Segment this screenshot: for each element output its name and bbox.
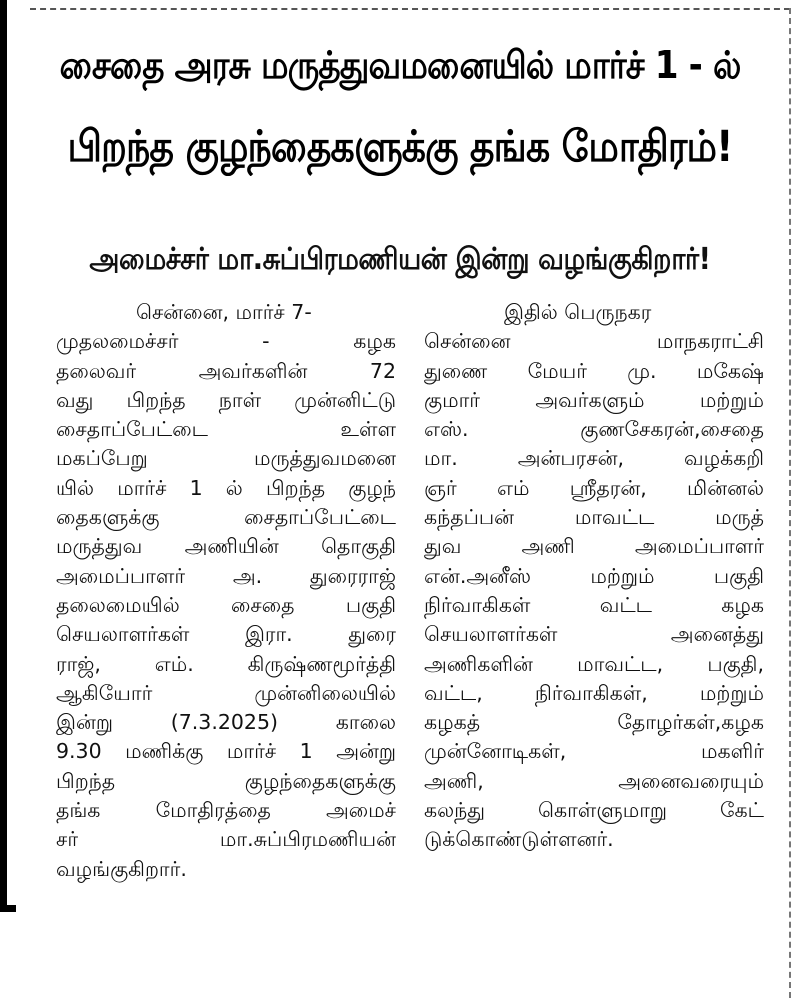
article-line: செயலாளர்கள் இரா. துரை <box>56 622 396 647</box>
article-line: வட்ட, நிர்வாகிகள், மற்றும் <box>424 680 764 705</box>
column-frame-left <box>0 0 7 912</box>
clipping-border-right <box>789 8 791 998</box>
article-line: என்.அனீஸ் மற்றும் பகுதி <box>424 563 764 588</box>
column-frame-bottom <box>0 905 16 912</box>
article-line: எஸ். குணசேகரன்,சைதை <box>424 417 764 442</box>
article-line: வது பிறந்த நாள் முன்னிட்டு <box>56 387 396 412</box>
article-line: அணிகளின் மாவட்ட, பகுதி, <box>424 651 764 676</box>
article-line: தைகளுக்கு சைதாப்பேட்டை <box>56 505 396 530</box>
article-column-left <box>56 298 396 884</box>
headline-line-2: பிறந்த குழந்தைகளுக்கு தங்க மோதிரம்! <box>67 122 733 172</box>
article-line: சென்னை மாநகராட்சி <box>424 329 764 354</box>
article-line: டுக்கொண்டுள்ளனர். <box>424 827 614 852</box>
article-line: தங்க மோதிரத்தை அமைச் <box>56 798 396 823</box>
article-line: துணை மேயர் மு. மகேஷ் <box>424 358 764 383</box>
article-line: மருத்துவ அணியின் தொகுதி <box>56 534 396 559</box>
article-line: சைதாப்பேட்டை உள்ள <box>56 417 396 442</box>
article-line: இன்று (7.3.2025) காலை <box>56 710 396 735</box>
article-line: யில் மார்ச் 1 ல் பிறந்த குழந் <box>56 475 396 500</box>
article-line: ஞர் எம் ஸ்ரீதரன், மின்னல் <box>424 475 764 500</box>
article-line: தலைமையில் சைதை பகுதி <box>56 592 396 617</box>
article-line: 9.30 மணிக்கு மார்ச் 1 அன்று <box>56 739 396 764</box>
article-line: துவ அணி அமைப்பாளர் <box>424 534 764 559</box>
article-line: தலைவர் அவர்களின் 72 <box>56 358 396 383</box>
article-line: அமைப்பாளர் அ. துரைராஜ் <box>56 563 396 588</box>
article-line: சர் மா.சுப்பிரமணியன் <box>56 827 396 852</box>
article-line: செயலாளர்கள் அனைத்து <box>424 622 764 647</box>
article-line: ஆகியோர் முன்னிலையில் <box>56 680 396 705</box>
article-line: வழங்குகிறார். <box>56 856 187 881</box>
article-line: குமார் அவர்களும் மற்றும் <box>424 387 764 412</box>
subheadline: அமைச்சர் மா.சுப்பிரமணியன் இன்று வழங்குகிறார்! <box>89 242 711 277</box>
article-line: பிறந்த குழந்தைகளுக்கு <box>56 768 396 793</box>
article-line: கந்தப்பன் மாவட்ட மருத் <box>424 505 764 530</box>
article-line: முதலமைச்சர் - கழக <box>56 329 396 354</box>
article-line: மா. அன்பரசன், வழக்கறி <box>424 446 764 471</box>
headline-line-1: சைதை அரசு மருத்துவமனையில் மார்ச் 1 - ல் <box>59 43 741 87</box>
article-line: முன்னோடிகள், மகளிர் <box>424 739 764 764</box>
article-line: இதில் பெருநகர <box>504 300 652 324</box>
article-line: ராஜ், எம். கிருஷ்ணமூர்த்தி <box>56 651 396 676</box>
article-line: நிர்வாகிகள் வட்ட கழக <box>424 592 764 617</box>
article-line: கலந்து கொள்ளுமாறு கேட் <box>424 798 764 823</box>
article-line: கழகத் தோழர்கள்,கழக <box>424 710 764 735</box>
article-line: அணி, அனைவரையும் <box>424 768 764 793</box>
article-line: மகப்பேறு மருத்துவமனை <box>56 446 396 471</box>
article-line: சென்னை, மார்ச் 7- <box>136 300 312 324</box>
clipping-border-top <box>30 8 790 10</box>
article-column-right <box>424 298 764 855</box>
